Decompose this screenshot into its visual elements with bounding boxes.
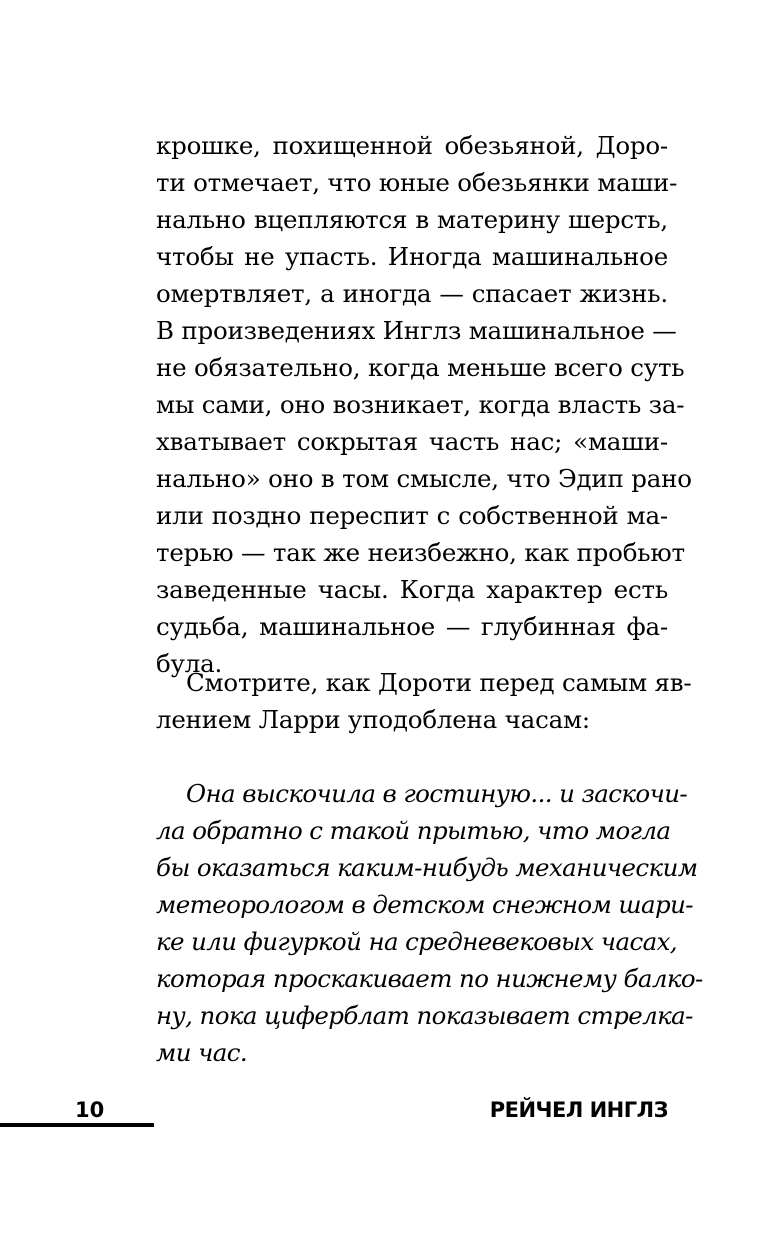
quote-line: ну, пока циферблат показывает стрелка- (156, 1001, 693, 1030)
quote-line: метеорологом в детском снежном шари- (156, 890, 693, 919)
text-line: мы сами, оно возникает, когда власть за- (156, 390, 685, 419)
text-line: чтобы не упасть. Иногда машинальное (156, 242, 668, 271)
text-line: Смотрите, как Дороти перед самым яв- (186, 668, 692, 697)
quote-line: бы оказаться каким-нибудь механическим (156, 853, 698, 882)
text-line: заведенные часы. Когда характер есть (156, 575, 668, 604)
page-number: 10 (75, 1098, 105, 1122)
text-line: В произведениях Инглз машинальное — (156, 316, 677, 345)
quote-line: ке или фигуркой на средневековых часах, (156, 927, 677, 956)
text-line: лением Ларри уподоблена часам: (156, 705, 590, 734)
text-line: нально» оно в том смысле, что Эдип рано (156, 464, 692, 493)
text-line: судьба, машинальное — глубинная фа- (156, 612, 668, 641)
quote-line: Она выскочила в гостиную... и заскочи- (186, 779, 688, 808)
text-line: нально вцепляются в материну шерсть, (156, 205, 668, 234)
text-line: ти отмечает, что юные обезьянки маши- (156, 168, 678, 197)
quote-line: ла обратно с такой прытью, что могла (156, 816, 671, 845)
text-line: или поздно переспит с собственной ма- (156, 501, 668, 530)
text-line: терью — так же неизбежно, как пробьют (156, 538, 685, 567)
text-line: омертвляет, а иногда — спасает жизнь. (156, 279, 668, 308)
running-title: РЕЙЧЕЛ ИНГЛЗ (489, 1098, 668, 1122)
text-line: крошке, похищенной обезьяной, Доро- (156, 131, 668, 160)
footer-rule (0, 1123, 154, 1127)
quote-line: ми час. (156, 1038, 248, 1067)
text-line: не обязательно, когда меньше всего суть (156, 353, 685, 382)
quote-line: которая проскакивает по нижнему балко- (156, 964, 703, 993)
text-line: хватывает сокрытая часть нас; «маши- (156, 427, 668, 456)
text-line: була. (156, 649, 223, 678)
